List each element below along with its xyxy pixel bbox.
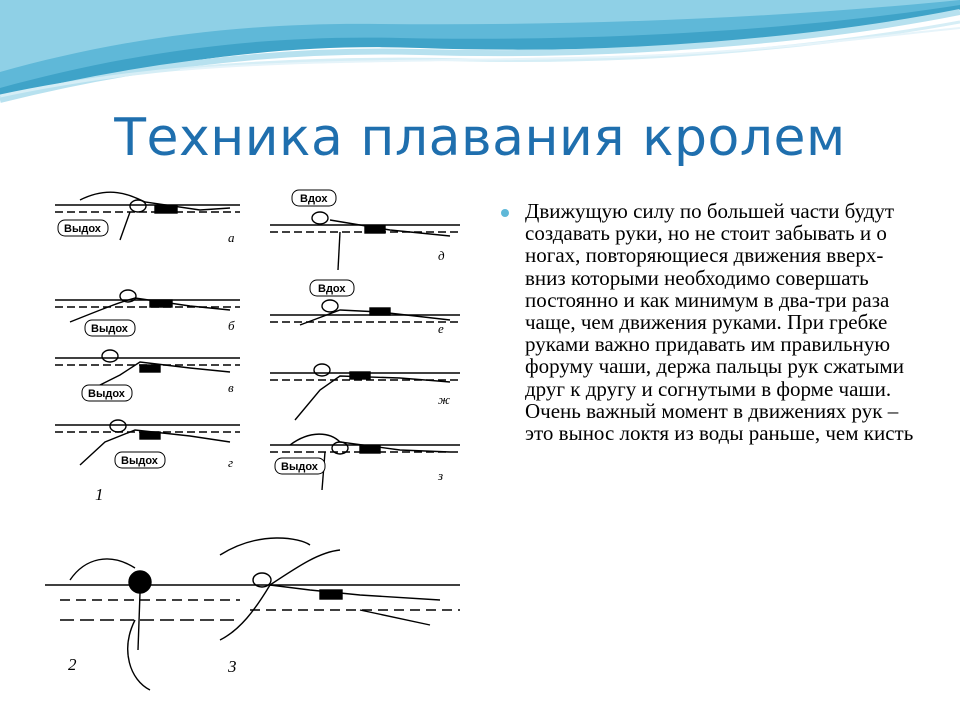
bullet-dot-icon <box>501 209 509 217</box>
svg-text:Выдох: Выдох <box>121 455 158 467</box>
svg-text:г: г <box>228 455 234 470</box>
bullet-item <box>497 200 917 444</box>
svg-text:а: а <box>228 230 235 245</box>
svg-text:1: 1 <box>95 485 104 504</box>
svg-text:Вдох: Вдох <box>300 193 328 205</box>
svg-text:3: 3 <box>228 657 237 676</box>
panel-right-1 <box>270 212 460 270</box>
svg-text:з: з <box>438 468 444 483</box>
wave-decoration <box>0 0 960 120</box>
svg-text:2: 2 <box>68 655 77 674</box>
panel-left-3 <box>55 350 240 390</box>
bullet-text: Движущую силу по большей части будут создавать руки, но не стоит забывать и о ногах, повторяющиеся движения вверх-вниз которыми необходимо совершать постоянно и как минимум в два-три раза чаще, чем движения руками. При гребке руками важно придавать им правильную форуму чаши, держа пальцы рук сжатыми друг к другу и согнутыми в форме чаши. Очень важный момент в движениях рук – это вынос локтя из воды раньше, чем кисть <box>525 199 914 446</box>
bullet-list <box>497 200 917 444</box>
svg-text:Выдох: Выдох <box>281 461 318 473</box>
swimming-technique-diagram <box>40 180 470 710</box>
svg-text:ж: ж <box>438 392 451 407</box>
svg-text:б: б <box>228 318 235 333</box>
svg-text:в: в <box>228 380 234 395</box>
panel-right-2 <box>270 300 460 325</box>
slide-title: Техника плавания кролем <box>114 108 846 168</box>
svg-text:е: е <box>438 321 444 336</box>
svg-text:Выдох: Выдох <box>91 323 128 335</box>
svg-text:д: д <box>438 248 445 263</box>
svg-text:Вдох: Вдох <box>318 283 346 295</box>
svg-text:Выдох: Выдох <box>88 388 125 400</box>
group-numbers <box>68 485 237 676</box>
panel-left-2 <box>55 290 240 322</box>
svg-text:Выдох: Выдох <box>64 223 101 235</box>
panel-right-3 <box>270 364 460 420</box>
panel-bottom <box>45 538 460 690</box>
